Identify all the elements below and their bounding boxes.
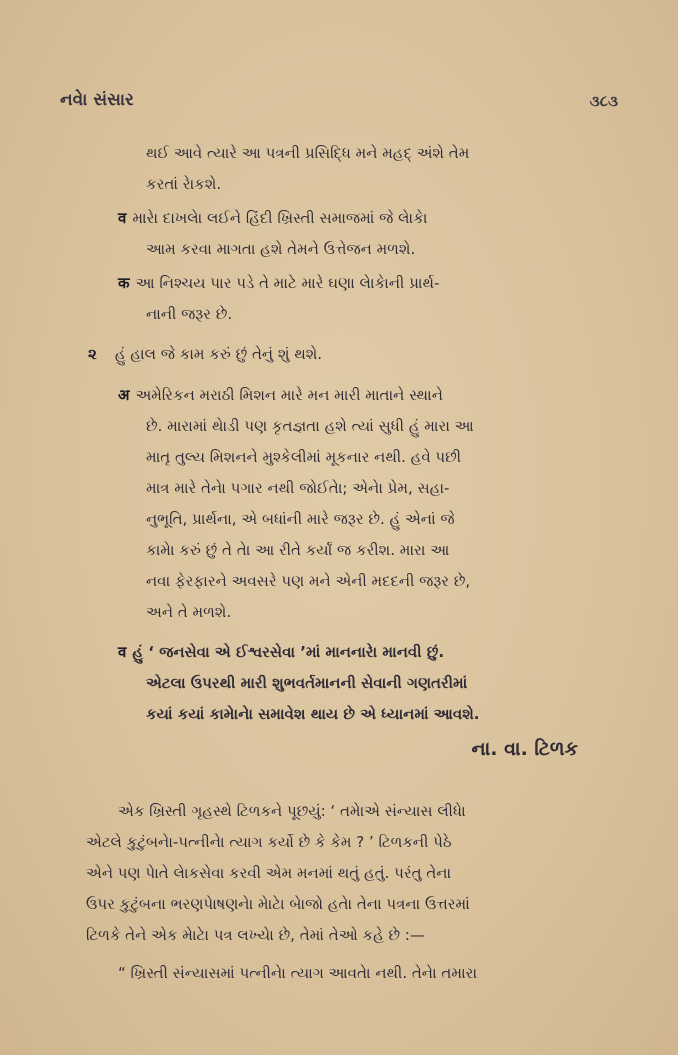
text-line: માતૃ તુલ્ય મિશનને મુશ્કેલીમાં મૂકનાર નથી. હવે પછી (146, 448, 462, 466)
list-item-b (118, 203, 427, 234)
text-line: આમ કરવા માગતા હશે તેમને ઉત્તેજન મળશે. (146, 240, 416, 258)
item-marker: व (118, 209, 127, 227)
text-line: એક ખ્રિસ્તી ગૃહસ્થે ટિળકને પૂછયું: ‘ તમેાએ સંન્યાસ લીધેા (118, 802, 466, 820)
text-line: આ નિશ્ચય પાર પડે તે માટે મારે ઘણા લેાકેાની પ્રાર્થ- (135, 274, 440, 292)
text-line: મારેા દાખલેા લઈને હિંદી ખ્રિસ્તી સમાજમાં જે લેાકેા (132, 209, 428, 227)
text-line: એટલે કુટુંબનેા-પત્નીનેા ત્યાગ કર્યો છે કે કેમ ? ’ ટિળકની પેઠે (86, 833, 452, 851)
text-line: નાની જરૂર છે. (146, 305, 233, 323)
text-line: નવા ફેરફારને અવસરે પણ મને એની મદદની જરૂર છે, (146, 572, 471, 590)
text-line: એને પણ પેાતે લેાકસેવા કરવી એમ મનમાં થતું હતું. પરંતુ તેના (86, 864, 452, 882)
text-line: હું હાલ જે કામ કરું છું તેનું શું થશે. (114, 345, 323, 363)
text-line: કરતાં રેાકશે. (146, 175, 222, 193)
text-line: નુભૂતિ, પ્રાર્થના, એ બધાંની મારે જરૂર છે. હું એનાં જે (146, 510, 455, 528)
item-marker: व (118, 643, 127, 661)
text-line: એટલા ઉપરથી મારી શુભવર્તમાનની સેવાની ગણતરીમાં (146, 674, 468, 692)
text-line: અને તે મળશે. (146, 603, 232, 621)
text-line: કયાં કયાં કામેાનેા સમાવેશ થાય છે એ ધ્યાનમાં આવશે. (146, 705, 480, 723)
question-number: ૨ (88, 345, 97, 363)
text-line: ટિળકે તેને એક મેાટેા પત્ર લખ્યેા છે, તેમાં તેઓ કહે છે :— (86, 926, 425, 944)
list-item-c (118, 268, 439, 299)
text-line: કામેા કરું છું તે તેા આ રીતે કર્યાં જ કરીશ. મારા આ (146, 541, 450, 559)
text-line: “ ખ્રિસ્તી સંન્યાસમાં પત્નીનેા ત્યાગ આવતેા નથી. તેનેા તમારા (118, 964, 478, 982)
page-number: ૩૮૩ (589, 92, 618, 110)
list-item-b2 (118, 637, 444, 668)
item-marker: क (118, 274, 130, 292)
text-line: છે. મારામાં થેાડી પણ કૃતજ્ઞતા હશે ત્યાં સુધી હું મારા આ (146, 417, 474, 435)
text-line: અમેરિકન મરાઠી મિશન મારે મન મારી માતાને સ્થાને (135, 386, 443, 404)
text-line: માત્ર મારે તેનેા પગાર નથી જોઈતેા; એનેા પ્રેમ, સહા- (146, 479, 450, 497)
text-line: ઉપર કુટુંબના ભરણપેાષણનેા મેાટેા બેાજો હતેા તેના પત્રના ઉત્તરમાં (86, 895, 470, 913)
running-header-title: નવેા સંસાર (60, 90, 134, 110)
question-2 (88, 339, 322, 370)
text-line: થઈ આવે ત્યારે આ પત્રની પ્રસિદ્ધિ મને મહદ્ અંશે તેમ (146, 144, 470, 162)
signature: ના. વા. ટિળક (471, 738, 578, 760)
item-marker: अ (118, 386, 130, 404)
text-line: હું ‘ જનસેવા એ ઈશ્વરસેવા ’માં માનનારેા માનવી છું. (132, 643, 445, 661)
list-item-a (118, 380, 443, 411)
